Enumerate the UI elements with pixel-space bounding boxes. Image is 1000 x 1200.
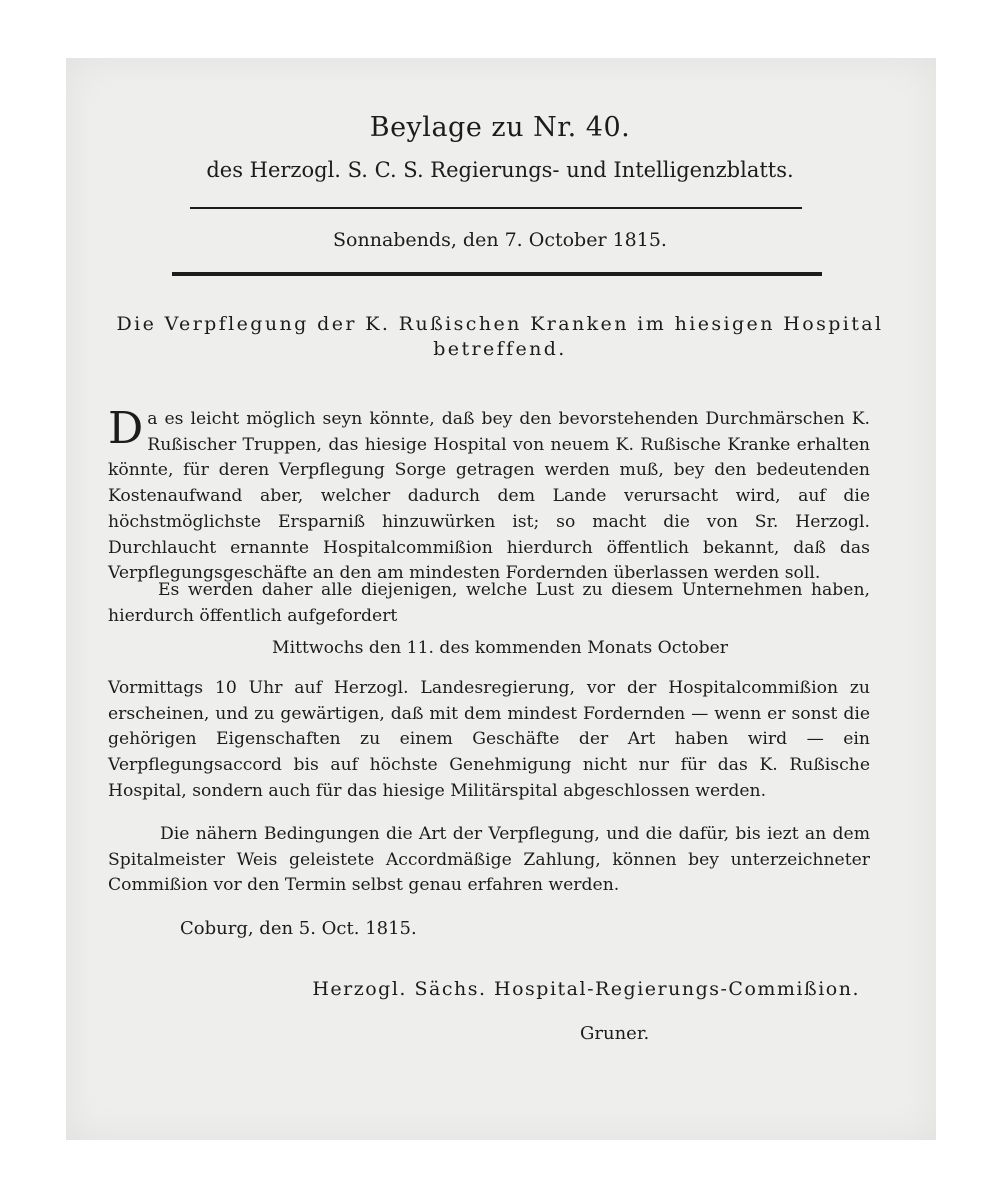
appointment-date-line: Mittwochs den 11. des kommenden Monats October <box>271 638 729 658</box>
thick-divider <box>172 272 822 276</box>
issue-date: Sonnabends, den 7. October 1815. <box>333 229 667 251</box>
paragraph-4: Die nähern Bedingungen die Art der Verpflegung, und die dafür, bis iezt an dem Spitalmeister Weis geleistete Accordmäßige Zahlung, können bey unterzeichneter Commißion vor den Termin selbst genau erfahren werden. <box>108 824 870 896</box>
paragraph-2: Es werden daher alle diejenigen, welche Lust zu diesem Unternehmen haben, hierdurch öffentlich aufgefordert <box>108 580 870 626</box>
paragraph-1-text: a es leicht möglich seyn könnte, daß bey den bevorstehenden Durchmärschen K. Rußischer Truppen, das hiesige Hospital von neuem K. Rußische Kranke erhalten könnte, für deren Verpflegung Sorge getragen werden muß, bey den bedeutenden Kostenaufwand aber, welcher dadurch dem Lande verursacht wird, auf die höchstmöglichste Ersparniß hinzuwürken ist; so macht die von Sr. Herzogl. Durchlaucht ernannte Hospitalcommißion hierdurch öffentlich bekannt, daß das Verpflegungsgeschäfte an den am mindesten Fordernden überlassen werden soll. <box>108 409 870 584</box>
paragraph-1 <box>108 403 870 587</box>
paragraph-3: Vormittags 10 Uhr auf Herzogl. Landesregierung, vor der Hospitalcommißion zu erscheinen, und zu gewärtigen, daß mit dem mindest Fordernden — wenn er sonst die gehörigen Eigenschaften zu einem Geschäfte der Art haben wird — ein Verpflegungsaccord bis auf höchste Genehmigung nicht nur für das K. Rußische Hospital, sondern auch für das hiesige Militärspital abgeschlossen werden. <box>108 678 870 801</box>
notice-heading: Die Verpflegung der K. Rußischen Kranken im hiesigen Hospital betreffend. <box>116 313 884 360</box>
gazette-subtitle: des Herzogl. S. C. S. Regierungs- und Intelligenzblatts. <box>206 158 794 182</box>
drop-cap-initial: D <box>108 403 144 454</box>
header-rule <box>190 207 802 209</box>
supplement-title: Beylage zu Nr. 40. <box>369 112 631 143</box>
place-and-date: Coburg, den 5. Oct. 1815. <box>180 918 417 939</box>
issuing-commission: Herzogl. Sächs. Hospital-Regierungs-Commißion. <box>312 978 860 1000</box>
signature: Gruner. <box>580 1023 650 1044</box>
